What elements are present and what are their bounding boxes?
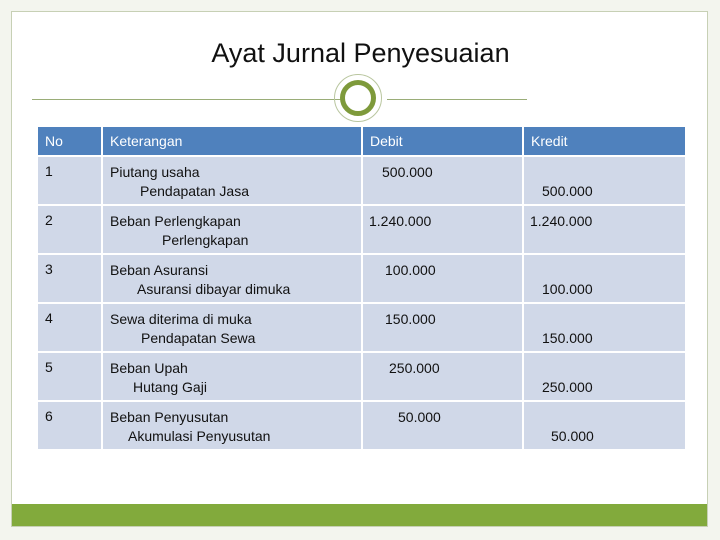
table-row — [37, 303, 686, 352]
title-divider-left — [32, 99, 348, 100]
credit-cell — [523, 254, 686, 303]
description-cell — [102, 401, 362, 450]
row-number: 4 — [37, 303, 102, 352]
credit-amount: 500.000 — [542, 183, 593, 199]
row-number: 3 — [37, 254, 102, 303]
title-divider-right — [387, 99, 527, 100]
page-title: Ayat Jurnal Penyesuaian — [211, 38, 510, 68]
table-row — [37, 352, 686, 401]
description-cell — [102, 303, 362, 352]
debit-cell — [362, 205, 523, 254]
header-no: No — [37, 126, 102, 156]
credit-cell — [523, 401, 686, 450]
debit-account: Beban Asuransi — [110, 262, 209, 278]
table-row — [37, 156, 686, 205]
table-row — [37, 205, 686, 254]
debit-amount: 500.000 — [382, 164, 433, 180]
row-number: 6 — [37, 401, 102, 450]
debit-cell — [362, 352, 523, 401]
debit-account: Sewa diterima di muka — [110, 311, 252, 327]
credit-account: Asuransi dibayar dimuka — [137, 281, 291, 297]
credit-cell — [523, 205, 686, 254]
journal-table — [36, 125, 687, 451]
credit-amount: 50.000 — [551, 428, 594, 444]
credit-account: Perlengkapan — [162, 232, 249, 248]
credit-amount: 100.000 — [542, 281, 593, 297]
debit-amount: 100.000 — [385, 262, 436, 278]
debit-amount: 1.240.000 — [369, 213, 432, 229]
credit-account: Hutang Gaji — [133, 379, 207, 395]
table-row — [37, 254, 686, 303]
decorative-circle-icon — [340, 80, 376, 116]
header-keterangan: Keterangan — [102, 126, 362, 156]
credit-cell — [523, 352, 686, 401]
debit-account: Beban Perlengkapan — [110, 213, 241, 229]
credit-account: Pendapatan Jasa — [140, 183, 249, 199]
footer-bar — [12, 504, 707, 526]
description-cell — [102, 254, 362, 303]
debit-cell — [362, 254, 523, 303]
debit-amount: 150.000 — [385, 311, 436, 327]
header-kredit: Kredit — [523, 126, 686, 156]
credit-account: Akumulasi Penyusutan — [128, 428, 271, 444]
debit-cell — [362, 401, 523, 450]
credit-cell — [523, 303, 686, 352]
debit-cell — [362, 303, 523, 352]
credit-account: Pendapatan Sewa — [141, 330, 256, 346]
description-cell — [102, 205, 362, 254]
table-header-row — [37, 126, 686, 156]
debit-account: Piutang usaha — [110, 164, 200, 180]
debit-cell — [362, 156, 523, 205]
row-number: 1 — [37, 156, 102, 205]
debit-account: Beban Penyusutan — [110, 409, 229, 425]
credit-cell — [523, 156, 686, 205]
description-cell — [102, 352, 362, 401]
credit-amount: 1.240.000 — [530, 213, 593, 229]
debit-amount: 50.000 — [398, 409, 441, 425]
debit-amount: 250.000 — [389, 360, 440, 376]
title-area — [12, 12, 709, 112]
row-number: 5 — [37, 352, 102, 401]
debit-account: Beban Upah — [110, 360, 188, 376]
credit-amount: 250.000 — [542, 379, 593, 395]
table-row — [37, 401, 686, 450]
header-debit: Debit — [362, 126, 523, 156]
row-number: 2 — [37, 205, 102, 254]
credit-amount: 150.000 — [542, 330, 593, 346]
description-cell — [102, 156, 362, 205]
